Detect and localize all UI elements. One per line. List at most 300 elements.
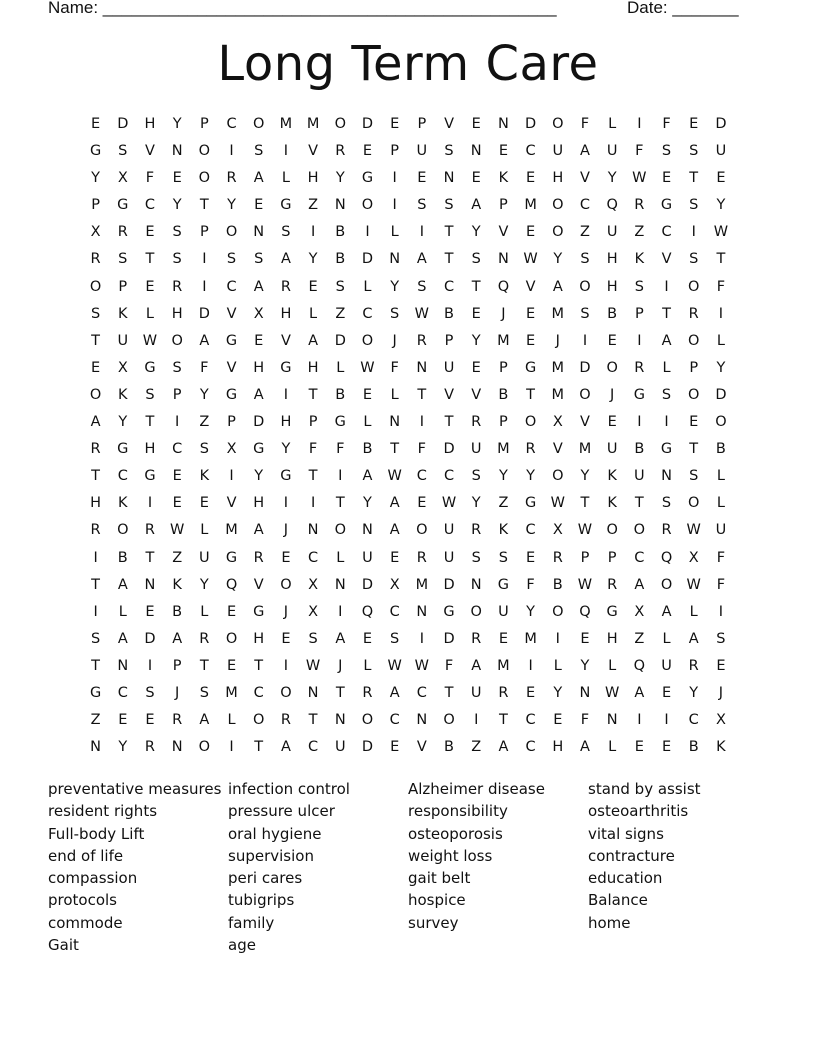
grid-letter: T	[91, 576, 101, 593]
grid-letter: F	[200, 359, 209, 376]
grid-letter: T	[444, 224, 454, 241]
grid-letter: U	[362, 549, 373, 566]
grid-letter: A	[280, 739, 291, 756]
grid-letter: L	[281, 170, 290, 187]
grid-letter: V	[444, 116, 454, 132]
grid-letter: X	[552, 522, 563, 539]
grid-letter: Y	[363, 495, 372, 512]
grid-letter: D	[198, 305, 210, 322]
grid-letter: L	[227, 712, 236, 729]
grid-letter: T	[335, 684, 345, 701]
grid-letter: E	[172, 495, 182, 512]
grid-letter: G	[660, 197, 673, 214]
grid-letter: F	[716, 549, 726, 566]
grid-letter: I	[93, 549, 98, 566]
grid-letter: B	[444, 739, 454, 756]
grid-letter: T	[91, 657, 101, 674]
grid-letter: Z	[199, 414, 210, 431]
grid-letter: Y	[172, 197, 182, 214]
grid-letter: S	[335, 278, 345, 295]
grid-letter: O	[579, 278, 591, 295]
grid-letter: N	[334, 197, 346, 214]
grid-letter: H	[307, 170, 319, 187]
grid-letter: M	[524, 197, 537, 214]
grid-letter: K	[607, 495, 617, 512]
grid-letter: R	[416, 549, 427, 566]
grid-letter: N	[416, 712, 428, 729]
grid-letter: A	[634, 684, 645, 701]
word-list-item: Alzheimer disease	[408, 780, 545, 798]
grid-letter: U	[443, 522, 455, 539]
grid-letter: S	[90, 630, 101, 647]
grid-letter: J	[610, 386, 615, 403]
grid-letter: A	[389, 684, 400, 701]
grid-letter: N	[362, 522, 373, 539]
grid-letter: S	[471, 251, 481, 268]
word-list-item: responsibility	[408, 802, 508, 821]
grid-letter: I	[283, 657, 289, 674]
grid-letter: E	[145, 278, 155, 295]
grid-letter: E	[362, 630, 373, 647]
grid-letter: V	[444, 386, 454, 403]
grid-letter: T	[716, 251, 726, 268]
header	[48, 0, 768, 20]
grid-letter: N	[606, 712, 618, 729]
grid-letter: Y	[390, 278, 400, 295]
grid-letter: A	[199, 332, 210, 349]
grid-letter: O	[117, 522, 129, 539]
grid-letter: C	[308, 549, 319, 566]
grid-letter: F	[662, 116, 671, 132]
grid-letter: G	[280, 359, 292, 376]
grid-letter: G	[144, 468, 156, 485]
grid-letter: O	[334, 522, 346, 539]
grid-letter: Y	[580, 468, 590, 485]
grid-letter: O	[198, 739, 211, 756]
grid-letter: Z	[634, 224, 645, 241]
grid-letter: A	[552, 278, 563, 295]
grid-letter: C	[253, 684, 264, 701]
grid-letter: P	[227, 414, 236, 431]
grid-letter: G	[253, 441, 265, 458]
grid-letter: A	[280, 251, 291, 268]
grid-letter: F	[635, 143, 644, 160]
grid-letter: E	[498, 630, 508, 647]
grid-letter: C	[416, 468, 427, 485]
grid-letter: Z	[634, 630, 645, 647]
grid-letter: O	[688, 495, 700, 512]
grid-letter: H	[606, 278, 618, 295]
grid-letter: D	[443, 630, 455, 647]
grid-letter: R	[661, 522, 672, 539]
grid-letter: S	[199, 684, 209, 701]
grid-letter: X	[226, 441, 237, 458]
grid-letter: A	[498, 739, 509, 756]
grid-letter: A	[661, 603, 672, 620]
word-list-item: hospice	[408, 891, 466, 910]
grid-letter: O	[89, 386, 102, 403]
grid-letter: O	[198, 170, 211, 187]
grid-letter: E	[634, 739, 644, 756]
grid-letter: Y	[471, 224, 481, 241]
word-list-item: stand by assist	[588, 780, 701, 798]
grid-letter: H	[144, 441, 156, 458]
grid-letter: P	[91, 197, 100, 214]
grid-letter: S	[634, 278, 644, 295]
grid-letter: O	[89, 278, 102, 295]
grid-letter: C	[117, 468, 128, 485]
grid-letter: C	[389, 603, 400, 620]
grid-letter: H	[253, 630, 265, 647]
grid-letter: F	[526, 576, 535, 593]
grid-letter: P	[444, 332, 454, 349]
grid-letter: L	[608, 739, 617, 756]
grid-letter: D	[579, 359, 591, 376]
grid-letter: G	[225, 386, 238, 403]
grid-letter: Y	[553, 684, 563, 701]
grid-letter: U	[334, 739, 346, 756]
word-list-item: age	[228, 936, 256, 955]
grid-letter: L	[200, 522, 209, 539]
grid-letter: S	[689, 251, 699, 268]
grid-letter: H	[552, 170, 564, 187]
grid-letter: O	[280, 576, 292, 593]
grid-letter: O	[198, 143, 211, 160]
grid-letter: O	[606, 359, 618, 376]
grid-letter: L	[336, 359, 345, 376]
grid-letter: I	[283, 143, 289, 160]
grid-letter: I	[229, 143, 234, 160]
grid-letter: H	[253, 495, 265, 512]
grid-letter: B	[335, 386, 346, 403]
grid-letter: S	[417, 278, 427, 295]
grid-letter: X	[552, 414, 563, 431]
grid-letter: S	[661, 143, 672, 160]
grid-letter: A	[661, 332, 672, 349]
grid-letter: R	[335, 143, 346, 160]
grid-letter: L	[309, 305, 318, 322]
grid-letter: I	[147, 495, 153, 512]
grid-letter: N	[579, 684, 591, 701]
grid-letter: I	[419, 224, 424, 241]
grid-letter: Y	[199, 576, 209, 593]
grid-letter: D	[117, 116, 129, 132]
grid-letter: T	[308, 468, 318, 485]
grid-letter: A	[117, 630, 128, 647]
grid-letter: S	[417, 197, 427, 214]
grid-letter: G	[280, 197, 292, 214]
grid-letter: E	[716, 170, 726, 187]
grid-letter: D	[525, 116, 537, 132]
grid-letter: I	[283, 495, 289, 512]
grid-letter: O	[633, 522, 646, 539]
grid-letter: E	[471, 170, 481, 187]
grid-letter: S	[444, 143, 454, 160]
grid-letter: I	[664, 712, 669, 729]
grid-letter: T	[689, 441, 699, 458]
grid-letter: T	[91, 468, 101, 485]
grid-letter: L	[336, 549, 345, 566]
grid-letter: C	[525, 712, 536, 729]
grid-letter: O	[552, 603, 564, 620]
word-list-item: infection control	[228, 780, 350, 798]
grid-letter: O	[606, 522, 618, 539]
grid-letter: S	[199, 441, 209, 458]
grid-letter: Y	[689, 684, 699, 701]
grid-letter: T	[145, 251, 155, 268]
grid-letter: K	[498, 170, 509, 187]
grid-letter: E	[362, 143, 373, 160]
grid-letter: R	[90, 522, 101, 539]
grid-letter: U	[606, 224, 618, 241]
grid-letter: R	[226, 170, 237, 187]
word-list-item: oral hygiene	[228, 824, 322, 843]
grid-letter: S	[226, 251, 237, 268]
grid-letter: C	[443, 278, 455, 295]
word-list-item: protocols	[48, 891, 118, 910]
grid-letter: J	[283, 522, 289, 539]
grid-letter: O	[552, 197, 564, 214]
grid-letter: J	[555, 332, 560, 349]
grid-letter: R	[552, 549, 563, 566]
grid-letter: B	[444, 305, 454, 322]
grid-letter: W	[577, 576, 593, 593]
grid-letter: W	[523, 251, 538, 268]
grid-letter: D	[144, 630, 156, 647]
grid-letter: J	[175, 684, 180, 701]
grid-letter: D	[443, 576, 455, 593]
grid-letter: U	[715, 143, 727, 160]
grid-letter: C	[389, 712, 400, 729]
grid-letter: E	[91, 359, 101, 376]
grid-letter: D	[361, 576, 374, 593]
grid-letter: R	[172, 278, 183, 295]
grid-letter: E	[607, 414, 617, 431]
grid-letter: T	[689, 170, 699, 187]
grid-letter: S	[390, 630, 400, 647]
grid-letter: C	[525, 739, 536, 756]
grid-letter: L	[716, 468, 725, 485]
grid-letter: C	[117, 684, 128, 701]
grid-letter: E	[362, 386, 373, 403]
grid-letter: R	[362, 684, 373, 701]
word-list-item: Gait	[48, 936, 79, 955]
word-list	[48, 778, 768, 956]
grid-letter: P	[607, 549, 617, 566]
word-list-item: commode	[48, 913, 123, 932]
grid-letter: I	[283, 386, 289, 403]
word-list-item: home	[588, 913, 631, 932]
grid-letter: I	[93, 603, 98, 620]
grid-letter: H	[606, 251, 618, 268]
grid-letter: M	[551, 386, 565, 403]
grid-letter: W	[604, 684, 620, 701]
grid-letter: E	[661, 170, 672, 187]
grid-letter: L	[716, 495, 725, 512]
grid-letter: Y	[580, 657, 590, 674]
grid-letter: E	[471, 116, 481, 132]
grid-letter: P	[499, 197, 508, 214]
grid-letter: T	[444, 414, 454, 431]
grid-letter: U	[661, 657, 672, 674]
grid-letter: Q	[660, 549, 673, 566]
grid-letter: Z	[498, 495, 509, 512]
grid-letter: T	[254, 657, 264, 674]
grid-letter: O	[225, 224, 238, 241]
grid-letter: E	[417, 170, 427, 187]
grid-letter: S	[90, 305, 101, 322]
word-list-item: supervision	[228, 846, 314, 865]
puzzle-title: Long Term Care	[217, 36, 599, 92]
grid-letter: O	[470, 603, 482, 620]
grid-letter: W	[142, 332, 158, 349]
grid-letter: S	[172, 359, 182, 376]
grid-letter: I	[310, 495, 316, 512]
grid-letter: C	[634, 549, 645, 566]
grid-letter: V	[253, 576, 264, 593]
grid-letter: B	[607, 305, 618, 322]
word-column	[228, 778, 408, 956]
grid-letter: W	[414, 305, 430, 322]
grid-letter: I	[392, 197, 397, 214]
grid-letter: I	[202, 278, 207, 295]
grid-letter: E	[526, 305, 536, 322]
grid-letter: O	[361, 197, 374, 214]
grid-letter: A	[90, 414, 101, 431]
grid-letter: J	[283, 603, 289, 620]
grid-letter: Y	[254, 468, 264, 485]
grid-letter: H	[307, 359, 319, 376]
grid-letter: V	[416, 739, 427, 756]
grid-letter: I	[310, 224, 316, 241]
grid-letter: O	[416, 522, 428, 539]
grid-letter: P	[499, 359, 508, 376]
grid-letter: G	[89, 143, 102, 160]
grid-letter: G	[524, 495, 537, 512]
grid-letter: R	[253, 549, 264, 566]
grid-letter: S	[118, 143, 128, 160]
grid-letter: O	[552, 468, 564, 485]
grid-letter: P	[118, 278, 128, 295]
grid-letter: I	[637, 116, 642, 132]
grid-letter: N	[144, 576, 156, 593]
grid-letter: E	[254, 332, 264, 349]
grid-letter: U	[470, 684, 482, 701]
grid-letter: S	[254, 143, 264, 160]
grid-letter: L	[363, 657, 372, 674]
grid-letter: E	[145, 224, 155, 241]
grid-letter: T	[444, 684, 454, 701]
grid-letter: T	[526, 386, 536, 403]
grid-letter: U	[117, 332, 129, 349]
grid-letter: O	[688, 278, 700, 295]
grid-letter: D	[361, 251, 374, 268]
grid-letter: N	[416, 359, 428, 376]
grid-letter: I	[718, 305, 724, 322]
grid-letter: Z	[90, 712, 101, 729]
grid-letter: I	[555, 630, 560, 647]
grid-letter: L	[118, 603, 127, 620]
grid-letter: S	[172, 251, 182, 268]
grid-letter: I	[664, 278, 669, 295]
grid-letter: K	[716, 739, 726, 756]
grid-letter: T	[199, 657, 209, 674]
grid-letter: X	[253, 305, 264, 322]
grid-letter: T	[254, 739, 264, 756]
grid-letter: E	[661, 684, 672, 701]
grid-letter: K	[118, 305, 128, 322]
grid-letter: O	[253, 116, 265, 132]
grid-letter: A	[688, 630, 699, 647]
grid-letter: I	[528, 657, 533, 674]
word-column	[588, 778, 768, 956]
grid-letter: V	[525, 278, 536, 295]
grid-letter: I	[419, 414, 424, 431]
grid-letter: E	[118, 712, 128, 729]
grid-letter: R	[144, 522, 155, 539]
name-field-label: Name: ________________________________________________	[48, 0, 557, 17]
grid-letter: C	[416, 684, 427, 701]
grid-letter: V	[552, 441, 563, 458]
grid-letter: I	[175, 414, 180, 431]
grid-letter: I	[147, 657, 153, 674]
grid-letter: A	[389, 522, 400, 539]
grid-letter: T	[444, 251, 454, 268]
grid-letter: Y	[471, 332, 481, 349]
grid-letter: H	[280, 414, 292, 431]
grid-letter: L	[662, 630, 671, 647]
grid-letter: R	[471, 630, 482, 647]
grid-letter: V	[226, 359, 237, 376]
grid-letter: A	[172, 630, 183, 647]
grid-letter: N	[334, 576, 346, 593]
grid-letter: F	[580, 712, 590, 729]
grid-letter: U	[199, 549, 210, 566]
word-list-item: end of life	[48, 846, 124, 865]
grid-letter: U	[715, 522, 727, 539]
grid-letter: X	[90, 224, 101, 241]
grid-letter: U	[416, 143, 428, 160]
date-field-label: Date: _______	[627, 0, 739, 17]
grid-letter: G	[660, 441, 673, 458]
grid-letter: L	[390, 224, 399, 241]
grid-letter: G	[443, 603, 455, 620]
grid-letter: V	[580, 414, 590, 431]
grid-letter: Q	[606, 197, 618, 214]
grid-letter: P	[199, 224, 209, 241]
grid-letter: S	[444, 197, 454, 214]
grid-letter: M	[279, 116, 293, 132]
grid-letter: N	[307, 522, 319, 539]
grid-letter: C	[144, 197, 156, 214]
grid-letter: O	[361, 332, 374, 349]
grid-letter: A	[634, 576, 645, 593]
grid-letter: E	[580, 630, 590, 647]
grid-letter: U	[498, 603, 509, 620]
grid-letter: U	[443, 549, 455, 566]
word-list-item: weight loss	[408, 846, 493, 865]
grid-letter: S	[580, 251, 590, 268]
grid-letter: Z	[172, 549, 183, 566]
grid-letter: E	[308, 278, 318, 295]
grid-letter: A	[471, 657, 482, 674]
grid-letter: Q	[579, 603, 591, 620]
grid-letter: A	[253, 170, 264, 187]
grid-letter: W	[414, 657, 430, 674]
grid-letter: N	[171, 143, 183, 160]
grid-letter: K	[118, 495, 128, 512]
grid-letter: E	[145, 712, 155, 729]
